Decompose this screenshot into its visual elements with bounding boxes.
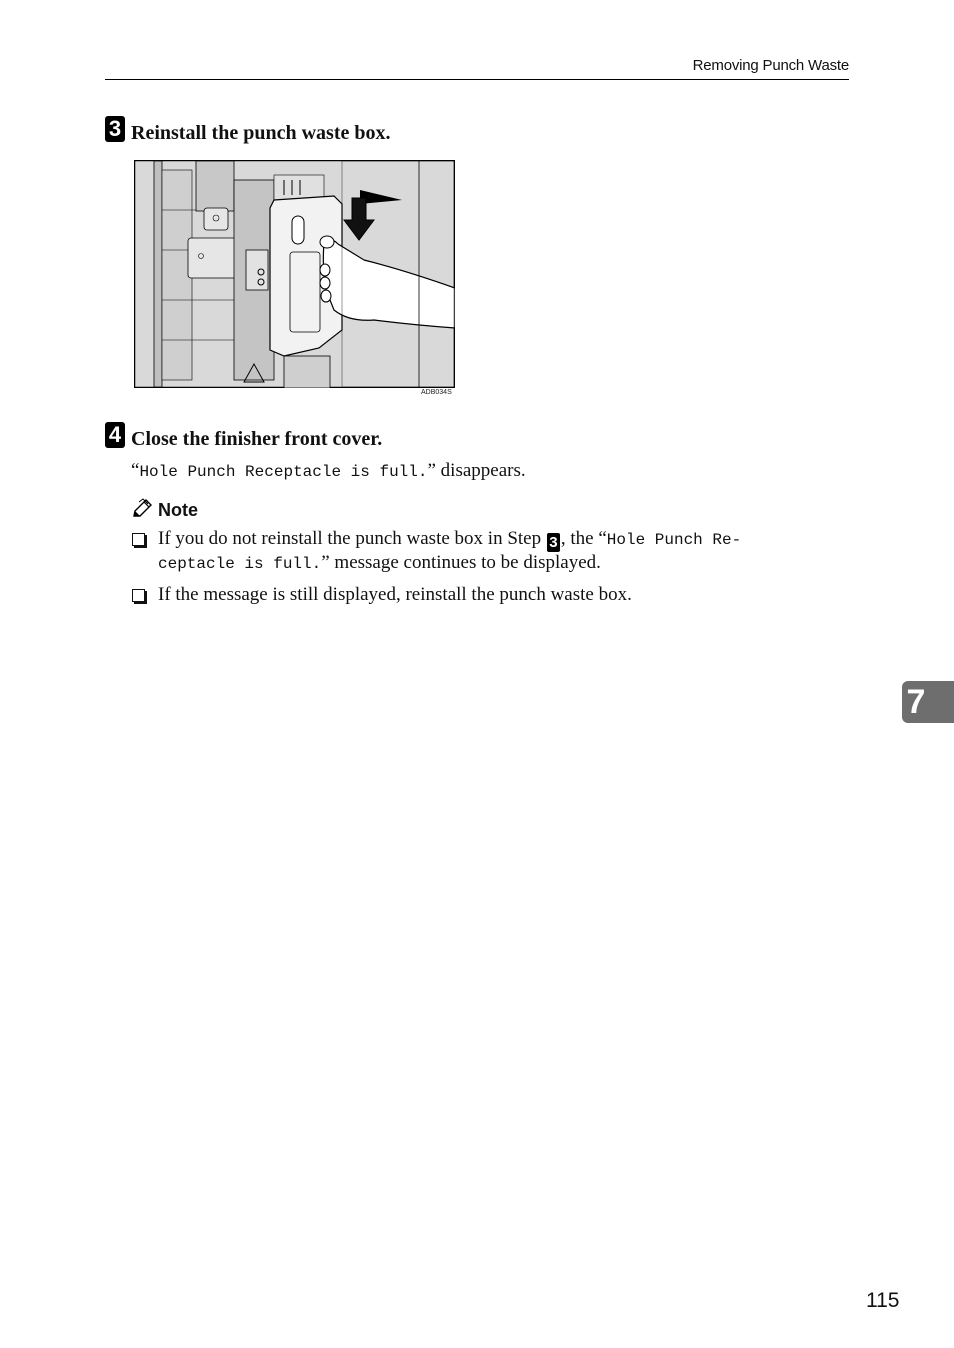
note-item-1-text-b: , the “ xyxy=(560,528,607,549)
step-4-heading: Close the finisher front cover. xyxy=(131,428,383,450)
chapter-tab xyxy=(902,681,954,723)
note-item-1-text-c: ” message continues to be displayed. xyxy=(321,552,601,573)
note-item-1-text-a: If you do not reinstall the punch waste box in Step xyxy=(158,528,542,549)
chapter-number: 7 xyxy=(906,683,926,721)
step-reference-badge: 3 xyxy=(547,533,560,552)
note-item-1-message-line-2: ceptacle is full. xyxy=(158,555,322,573)
note-title: Note xyxy=(158,500,198,520)
pencil-icon xyxy=(131,498,153,520)
note-item-1-message-line-1: Hole Punch Re- xyxy=(606,531,742,549)
header-rule xyxy=(105,79,849,80)
running-header: Removing Punch Waste xyxy=(692,57,849,74)
punch-waste-box-illustration xyxy=(134,160,455,388)
step-3-badge: 3 xyxy=(105,116,125,142)
note-item-2: If the message is still displayed, reinstall the punch waste box. xyxy=(158,584,632,605)
page-number: 115 xyxy=(866,1289,900,1312)
message-text: Hole Punch Receptacle is full. xyxy=(139,463,428,481)
figure-code: ADB034S xyxy=(421,389,452,396)
step-4-result xyxy=(131,460,526,482)
open-quote: “ xyxy=(131,460,140,481)
checkbox-bullet xyxy=(132,589,145,602)
result-text: ” disappears. xyxy=(427,460,526,481)
note-item-1-line-1 xyxy=(158,528,741,552)
checkbox-bullet xyxy=(132,533,145,546)
step-3-heading: Reinstall the punch waste box. xyxy=(131,122,391,144)
note-item-1-line-2 xyxy=(158,552,601,574)
step-4-badge: 4 xyxy=(105,422,125,448)
